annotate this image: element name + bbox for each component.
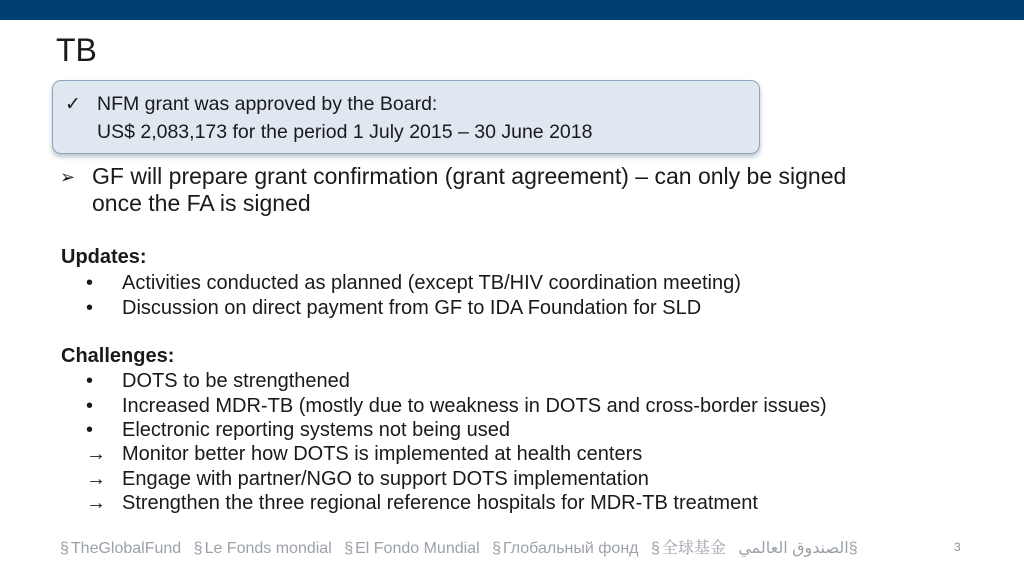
page-number: 3 (954, 540, 961, 554)
challenges-item-text: Electronic reporting systems not being used (122, 419, 510, 441)
logo-arabic: الصندوق العالمي§ (738, 540, 858, 557)
challenges-item-text: Monitor better how DOTS is implemented at health centers (122, 443, 643, 465)
global-fund-mark-icon: § (60, 540, 69, 557)
bullet-icon: • (86, 370, 94, 392)
arrow-right-icon: → (86, 468, 106, 490)
arrow-right-icon: → (86, 443, 106, 465)
bullet-icon: • (86, 272, 94, 294)
challenges-heading: Challenges: (61, 345, 175, 367)
callout-line-1: NFM grant was approved by the Board: (97, 93, 438, 115)
logo-french: § Le Fonds mondial (193, 540, 332, 557)
logo-english: § TheGlobalFund (60, 540, 182, 557)
bullet-icon: • (86, 297, 94, 319)
top-banner (0, 0, 1024, 20)
global-fund-mark-icon: § (344, 540, 354, 557)
global-fund-mark-icon: § (193, 540, 203, 557)
callout-line-2: US$ 2,083,173 for the period 1 July 2015 – 30 June 2018 (97, 121, 593, 143)
logo-chinese: § 全球基金 (650, 540, 726, 557)
grant-approval-callout (52, 80, 760, 154)
arrow-right-icon: → (86, 492, 106, 514)
challenges-item-text: Strengthen the three regional reference hospitals for MDR-TB treatment (122, 492, 758, 514)
updates-item-text: Discussion on direct payment from GF to IDA Foundation for SLD (122, 297, 702, 319)
global-fund-logo-strip (60, 535, 930, 557)
logo-russian: § Глобальный фонд (492, 540, 639, 557)
global-fund-mark-icon: § (848, 540, 858, 557)
bullet-icon: • (86, 419, 94, 441)
challenges-item-text: Increased MDR-TB (mostly due to weakness in DOTS and cross-border issues) (122, 395, 827, 417)
grant-confirmation-line-2: once the FA is signed (92, 190, 311, 216)
slide-title: TB (56, 32, 97, 68)
challenges-item-text: DOTS to be strengthened (122, 370, 350, 392)
logo-spanish: § El Fondo Mundial (344, 540, 480, 557)
grant-confirmation-line-1: GF will prepare grant confirmation (grant agreement) – can only be signed (92, 163, 847, 189)
updates-item-text: Activities conducted as planned (except TB/HIV coordination meeting) (122, 272, 741, 294)
updates-heading: Updates: (61, 246, 147, 268)
global-fund-mark-icon: § (492, 540, 501, 557)
global-fund-mark-icon: § (650, 540, 660, 557)
challenges-item-text: Engage with partner/NGO to support DOTS implementation (122, 468, 649, 490)
checkmark-icon: ✓ (65, 94, 81, 115)
arrowhead-bullet-icon: ➢ (60, 167, 76, 187)
bullet-icon: • (86, 395, 94, 417)
